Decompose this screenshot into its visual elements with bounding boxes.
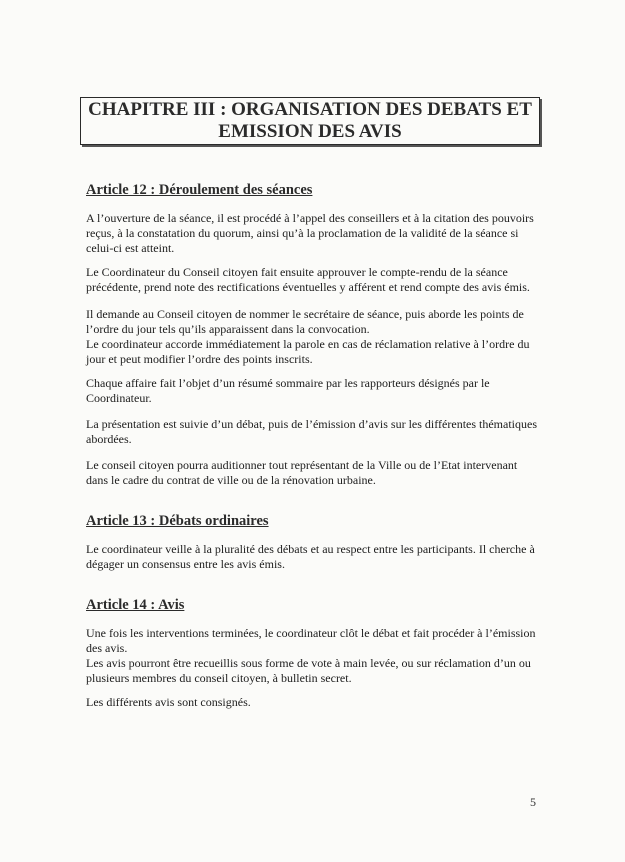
text-line: plusieurs membres du conseil citoyen, à bulletin secret. — [86, 671, 352, 685]
article-14-paragraph-1 — [86, 626, 546, 686]
article-14-heading: Article 14 : Avis — [86, 597, 185, 613]
text-line: Chaque affaire fait l’objet d’un résumé sommaire par les rapporteurs désignés par le — [86, 376, 490, 390]
text-line: dans le cadre du contrat de ville ou de la rénovation urbaine. — [86, 473, 376, 487]
article-12-paragraph-2 — [86, 265, 546, 295]
text-line: Le coordinateur veille à la pluralité des débats et au respect entre les participants. Il cherche à — [86, 542, 535, 556]
article-12-heading: Article 12 : Déroulement des séances — [86, 182, 313, 198]
text-line: Coordinateur. — [86, 391, 152, 405]
article-13-heading: Article 13 : Débats ordinaires — [86, 513, 269, 529]
text-line: Les différents avis sont consignés. — [86, 695, 251, 709]
text-line: Les avis pourront être recueillis sous forme de vote à main levée, ou sur réclamation d’un ou — [86, 656, 531, 670]
article-12-paragraph-4 — [86, 376, 546, 406]
article-12-paragraph-3 — [86, 307, 546, 367]
chapter-title-line-1: CHAPITRE III : ORGANISATION DES DEBATS ET — [88, 99, 532, 120]
text-line: Il demande au Conseil citoyen de nommer le secrétaire de séance, puis aborde les points de — [86, 307, 524, 321]
text-line: Le conseil citoyen pourra auditionner tout représentant de la Ville ou de l’Etat intervenant — [86, 458, 518, 472]
text-line: Le Coordinateur du Conseil citoyen fait ensuite approuver le compte-rendu de la séance — [86, 265, 508, 279]
text-line: La présentation est suivie d’un débat, puis de l’émission d’avis sur les différentes thématiques — [86, 417, 538, 431]
chapter-title-line-2: EMISSION DES AVIS — [218, 121, 402, 142]
page-number: 5 — [530, 795, 536, 809]
article-12-paragraph-5 — [86, 417, 546, 447]
text-line: abordées. — [86, 432, 132, 446]
article-14-paragraph-2 — [86, 695, 546, 710]
text-line: celui-ci est atteint. — [86, 241, 175, 255]
article-12-paragraph-1 — [86, 211, 546, 256]
text-line: jour et peut modifier l’ordre des points inscrits. — [86, 352, 313, 366]
text-line: l’ordre du jour tels qu’ils apparaissent dans la convocation. — [86, 322, 370, 336]
text-line: A l’ouverture de la séance, il est procédé à l’appel des conseillers et à la citation des pouvoirs — [86, 211, 534, 225]
article-13-paragraph-1 — [86, 542, 546, 572]
text-line: Une fois les interventions terminées, le coordinateur clôt le débat et fait procéder à l’émission — [86, 626, 536, 640]
text-line: Le coordinateur accorde immédiatement la parole en cas de réclamation relative à l’ordre du — [86, 337, 530, 351]
text-line: dégager un consensus entre les avis émis. — [86, 557, 285, 571]
article-12-paragraph-6 — [86, 458, 546, 488]
chapter-title-box — [80, 97, 540, 145]
text-line: précédente, prend note des rectifications éventuelles y afférent et rend compte des avis émis. — [86, 280, 530, 294]
text-line: des avis. — [86, 641, 128, 655]
text-line: reçus, à la constatation du quorum, ainsi qu’à la proclamation de la validité de la séance si — [86, 226, 519, 240]
